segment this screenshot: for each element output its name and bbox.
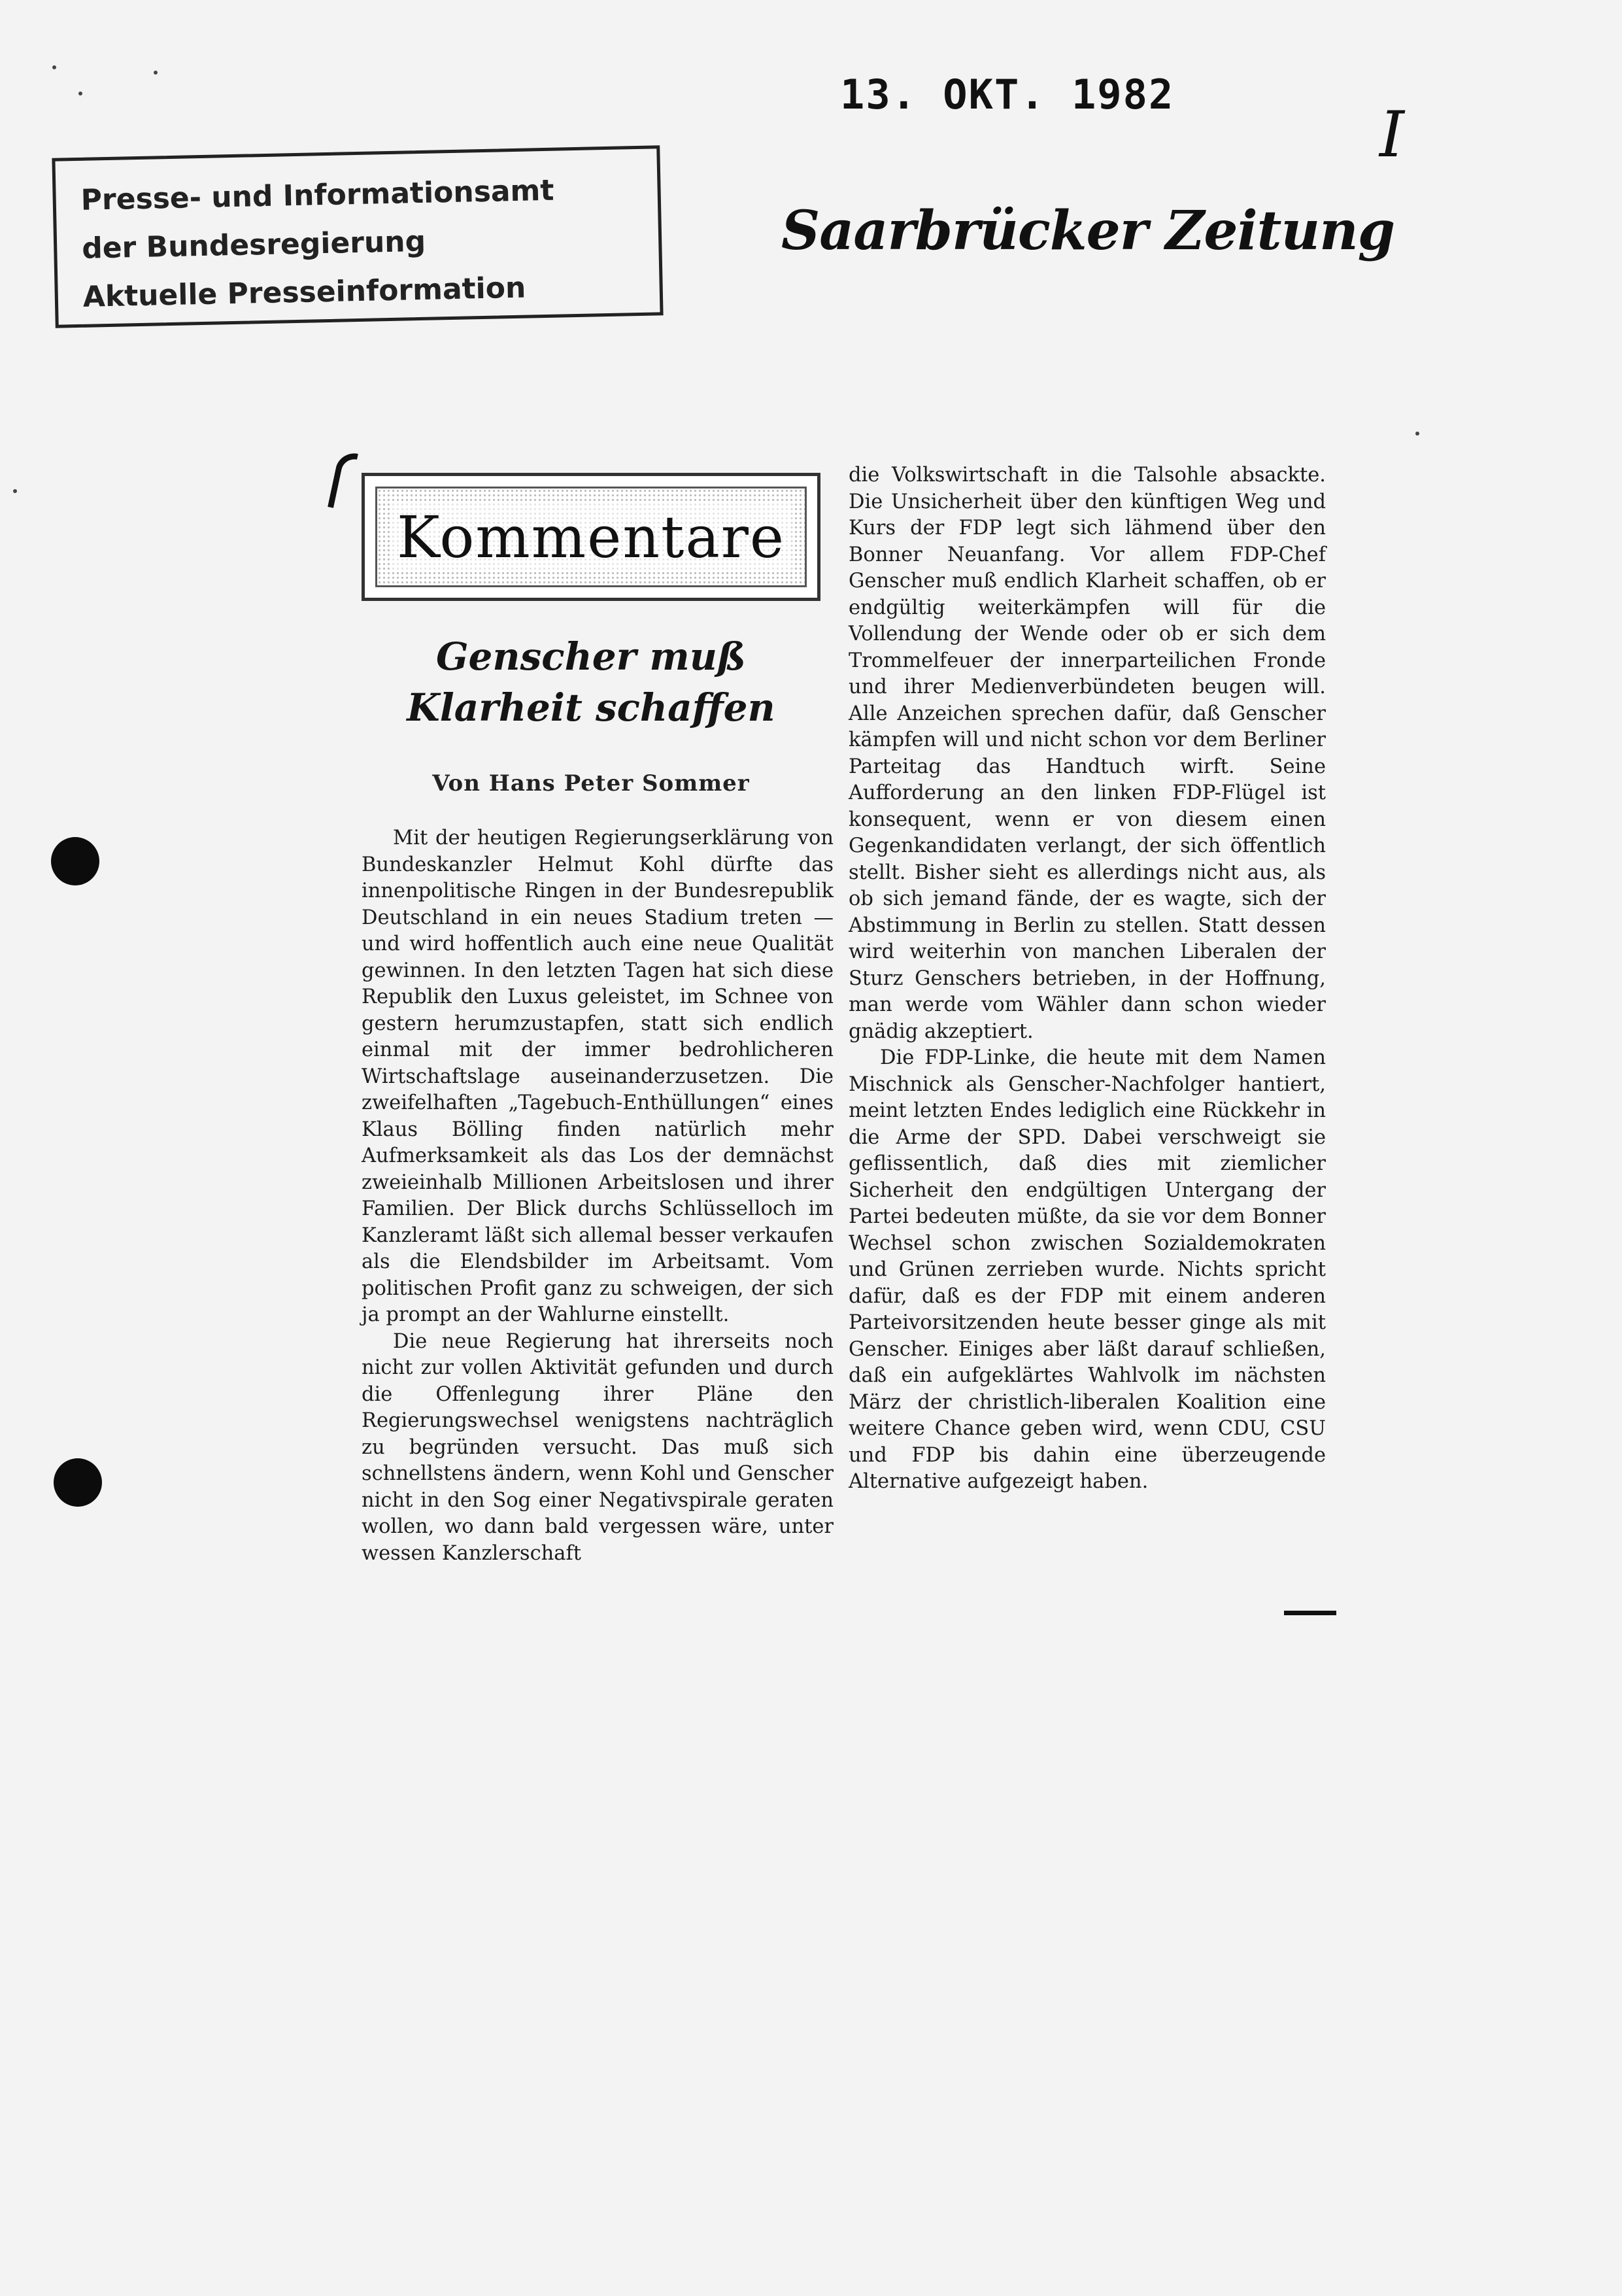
column2-paragraph-2: Die FDP-Linke, die heute mit dem Namen Mischnick als Genscher-Nachfolger hantiert, meint letzten Endes lediglich eine Rückkehr in die Arme der SPD. Dabei verschweigt sie geflissentlich, daß dies mit ziemlicher Sicherheit den endgültigen Untergang der Partei bedeuten müßte, da sie vor dem Bonner Wechsel schon zwischen Sozialdemokraten und Grünen zerrieben wurde. Nichts spricht dafür, daß es der FDP mit einem anderen Parteivorsitzenden heute besser ginge als mit Genscher. Einiges aber läßt darauf schließen, daß ein aufgeklärtes Wahlvolk im nächsten März der christlich-liberalen Koalition eine weitere Chance geben wird, wenn CDU, CSU und FDP bis dahin eine überzeugende Alternative aufgezeigt haben. xyxy=(849,1046,1326,1493)
column1-paragraph-2: Die neue Regierung hat ihrerseits noch nicht zur vollen Aktivität gefunden und durch die Offenlegung ihrer Pläne den Regierungswechsel wenigstens nachträglich zu begründen versucht. Das muß sich schnellstens ändern, wenn Kohl und Genscher nicht in den Sog einer Negativspirale geraten wollen, wo dann bald vergessen wäre, unter wessen Kanzlerschaft xyxy=(362,1329,834,1565)
headline-line1: Genscher muß xyxy=(436,634,746,679)
article-end-mark xyxy=(1284,1611,1336,1615)
newspaper-masthead: Saarbrücker Zeitung xyxy=(781,199,1395,262)
scan-speck xyxy=(1415,432,1419,436)
section-label-box xyxy=(362,473,820,601)
scan-speck xyxy=(13,489,17,493)
date-stamp: 13. OKT. 1982 xyxy=(840,71,1175,118)
section-label-screen xyxy=(375,487,807,587)
office-stamp-line2: der Bundesregierung xyxy=(81,224,426,266)
article-byline: Von Hans Peter Sommer xyxy=(432,770,750,797)
article-column-2 xyxy=(849,462,1326,1496)
page-marker: I xyxy=(1379,98,1404,171)
article-column-1 xyxy=(362,825,834,1567)
column1-paragraph-1: Mit der heutigen Regierungserklärung von Bundeskanzler Helmut Kohl dürfte das innenpolitische Ringen in der Bundesrepublik Deutschland in ein neues Stadium treten — und wird hoffentlich auch eine neue Qualität gewinnen. In den letzten Tagen hat sich diese Republik den Luxus geleistet, im Schnee von gestern herumzustapfen, statt sich endlich einmal mit der immer bedrohlicheren Wirtschaftslage auseinanderzusetzen. Die zweifelhaften „Tagebuch-Enthüllungen“ eines Klaus Bölling finden natürlich mehr Aufmerksamkeit als das Los der demnächst zweieinhalb Millionen Arbeitslosen und ihrer Familien. Der Blick durchs Schlüsselloch im Kanzleramt läßt sich allemal besser verkaufen als die Elendsbilder im Arbeitsamt. Vom politischen Profit ganz zu schweigen, der sich ja prompt an der Wahlurne einstellt. xyxy=(362,827,834,1326)
headline-line2: Klarheit schaffen xyxy=(407,685,775,730)
section-label: Kommentare xyxy=(390,504,792,571)
office-stamp-line3: Aktuelle Presseinformation xyxy=(82,271,526,314)
scan-speck xyxy=(154,71,158,75)
column2-paragraph-1: die Volkswirtschaft in die Talsohle absackte. Die Unsicherheit über den künftigen Weg und Kurs der FDP legt sich lähmend über den Bonner Neuanfang. Vor allem FDP-Chef Genscher muß endlich Klarheit schaffen, ob er endgültig weiterkämpfen will für die Vollendung der Wende oder ob er sich dem Trommelfeuer der innerparteilichen Fronde und ihrer Medienverbündeten beugen will. Alle Anzeichen sprechen dafür, daß Genscher kämpfen will und nicht schon vor dem Berliner Parteitag das Handtuch wirft. Seine Aufforderung an den linken FDP-Flügel ist konsequent, wenn er von diesem einen Gegenkandidaten verlangt, der sich öffentlich stellt. Bisher sieht es allerdings nicht aus, als ob sich jemand fände, der es wagte, sich der Abstimmung in Berlin zu stellen. Statt dessen wird weiterhin von manchen Liberalen der Sturz Genschers betrieben, in der Hoffnung, man werde vom Wähler dann schon wieder gnädig akzeptiert. xyxy=(849,464,1326,1043)
article-headline xyxy=(362,631,820,733)
scan-speck xyxy=(78,92,82,95)
clip-bracket-mark xyxy=(328,450,358,511)
office-stamp-line1: Presse- und Informationsamt xyxy=(80,173,554,217)
office-stamp xyxy=(52,145,663,328)
punch-hole-top xyxy=(51,837,99,885)
punch-hole-bottom xyxy=(54,1458,102,1507)
scan-speck xyxy=(52,65,56,69)
